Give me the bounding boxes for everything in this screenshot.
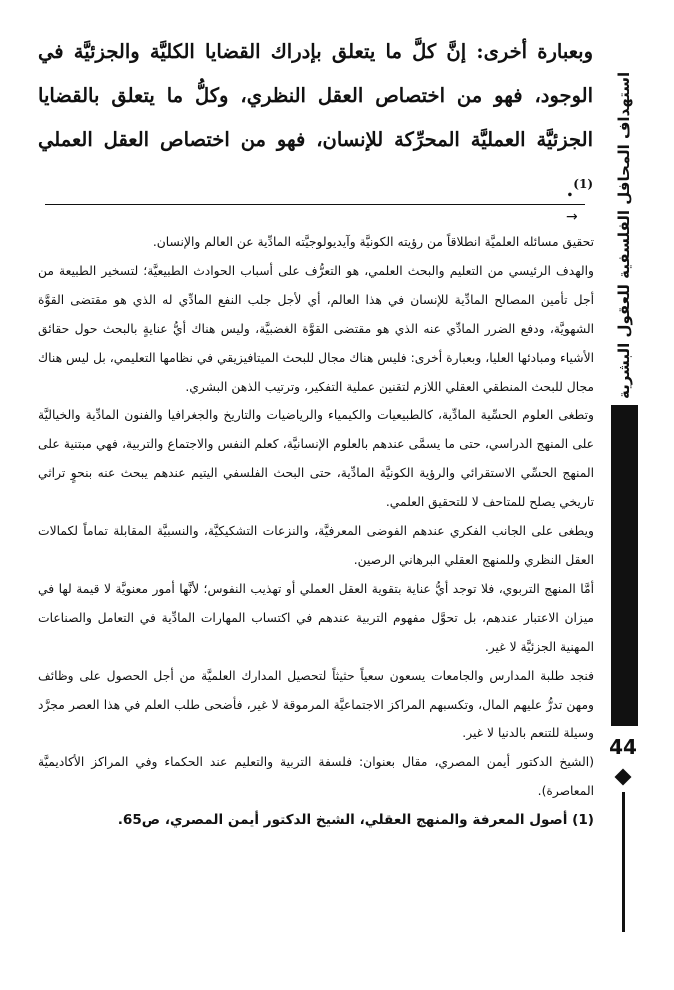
- running-title: استهداف المحافل الفلسفية للعقول البشرية: [615, 71, 633, 399]
- main-end-mark: .: [566, 178, 574, 201]
- footnote-paragraph: ويطغى على الجانب الفكري عندهم الفوضى المعرفيَّة، والنزعات التشكيكيَّة، والنسبيَّة المقابلة تماماً لكمالات العقل النظري وللمنهج العقلي البرهاني الرصين.: [38, 524, 594, 567]
- sidebar-black-bar: [611, 405, 638, 726]
- footnote-separator: [45, 204, 585, 205]
- footnote-marker[interactable]: (1): [573, 177, 593, 191]
- footnote-paragraph: تحقيق مسائله العلميَّة انطلاقاً من رؤيته الكونيَّة وآيديولوجيَّته المادِّية عن العالم والإنسان.: [152, 235, 594, 249]
- sidebar-vertical-line: [622, 792, 625, 932]
- footnote-paragraph: فنجد طلبة المدارس والجامعات يسعون سعياً حثيثاً لتحصيل المدارك العلميَّة من أجل الحصول على وظائف ومهن تدرُّ عليهم المال، وتكسبهم المراكز الاجتماعيَّة المرموقة لا غير، فأضحى طلب العلم في هذا العصر مجرَّد وسيلة للتنعم بالدنيا لا غير.: [38, 668, 594, 741]
- main-text: [38, 30, 593, 212]
- page-number: 44: [609, 735, 637, 759]
- footnote-reference-1: (1) أصول المعرفة والمنهج العقلي، الشيخ الدكتور أيمن المصري، ص65.: [117, 812, 594, 829]
- main-paragraph: [38, 30, 593, 212]
- main-paragraph-text: وبعبارة أخرى: إنَّ كلَّ ما يتعلق بإدراك القضايا الكليَّة والجزئيَّة في الوجود، فهو من اختصاص العقل النظري، وكلُّ ما يتعلق بالقضايا الجزئيَّة العمليَّة المحرِّكة للإنسان، فهو من اختصاص العقل العملي: [38, 40, 593, 151]
- continuation-arrow-icon: →: [566, 209, 578, 225]
- diamond-ornament-icon: [615, 769, 632, 786]
- footnote-paragraph: وتطغى العلوم الحسِّية المادِّية، كالطبيعيات والكيمياء والرياضيات والتاريخ والجغرافيا والفنون المادِّية والخياليَّة على المنهج الدراسي، حتى ما يسمَّى عندهم بالعلوم الإنسانيَّة، كعلم النفس والاجتماع والتربية، فهي مبتنية على المنهج الحسِّي الاستقرائي والرؤية الكونيَّة المادِّية، حتى البحث الفلسفي اليتيم عندهم يبحث عنه بنحوٍ تراثي تاريخي يصلح للمتاحف لا للتحقيق العلمي.: [38, 408, 594, 510]
- footnote-paragraph: أمَّا المنهج التربوي، فلا توجد أيُّ عناية بتقوية العقل العملي أو تهذيب النفوس؛ لأنَّها أمور معنويَّة لا قيمة لها في ميزان الاعتبار عندهم، بل تحوَّل مفهوم التربية عندهم في اكتساب المهارات المادِّية في التعامل والصناعات المهنية الجزئيَّة لا غير.: [38, 581, 594, 654]
- footnotes: [38, 228, 594, 835]
- footnote-paragraph: والهدف الرئيسي من التعليم والبحث العلمي، هو التعرُّف على أسباب الحوادث الطبيعيَّة؛ لتسخير الطبيعة من أجل تأمين المصالح المادِّية للإنسان في هذا العالم، أي لأجل جلب النفع المادِّي له الذي هو مقتضى القوَّة الشهويَّة، ودفع الضرر المادِّي عنه الذي هو مقتضى القوَّة الغضبيَّة، وليس هناك أيُّ عنايةٍ بالبحث حول حقائق الأشياء ومبادئها العليا، وبعبارة أخرى: فليس هناك مجال للبحث الميتافيزيقي في نظامها التعليمي، بل ليس هناك مجال للبحث المنطقي العقلي اللازم لتقنين عملية التفكير، وترتيب الذهن البشري.: [38, 263, 594, 394]
- footnote-paragraph: (الشيخ الدكتور أيمن المصري، مقال بعنوان: فلسفة التربية والتعليم عند الحكماء وفي المراكز الأكاديميَّة المعاصرة).: [38, 755, 594, 799]
